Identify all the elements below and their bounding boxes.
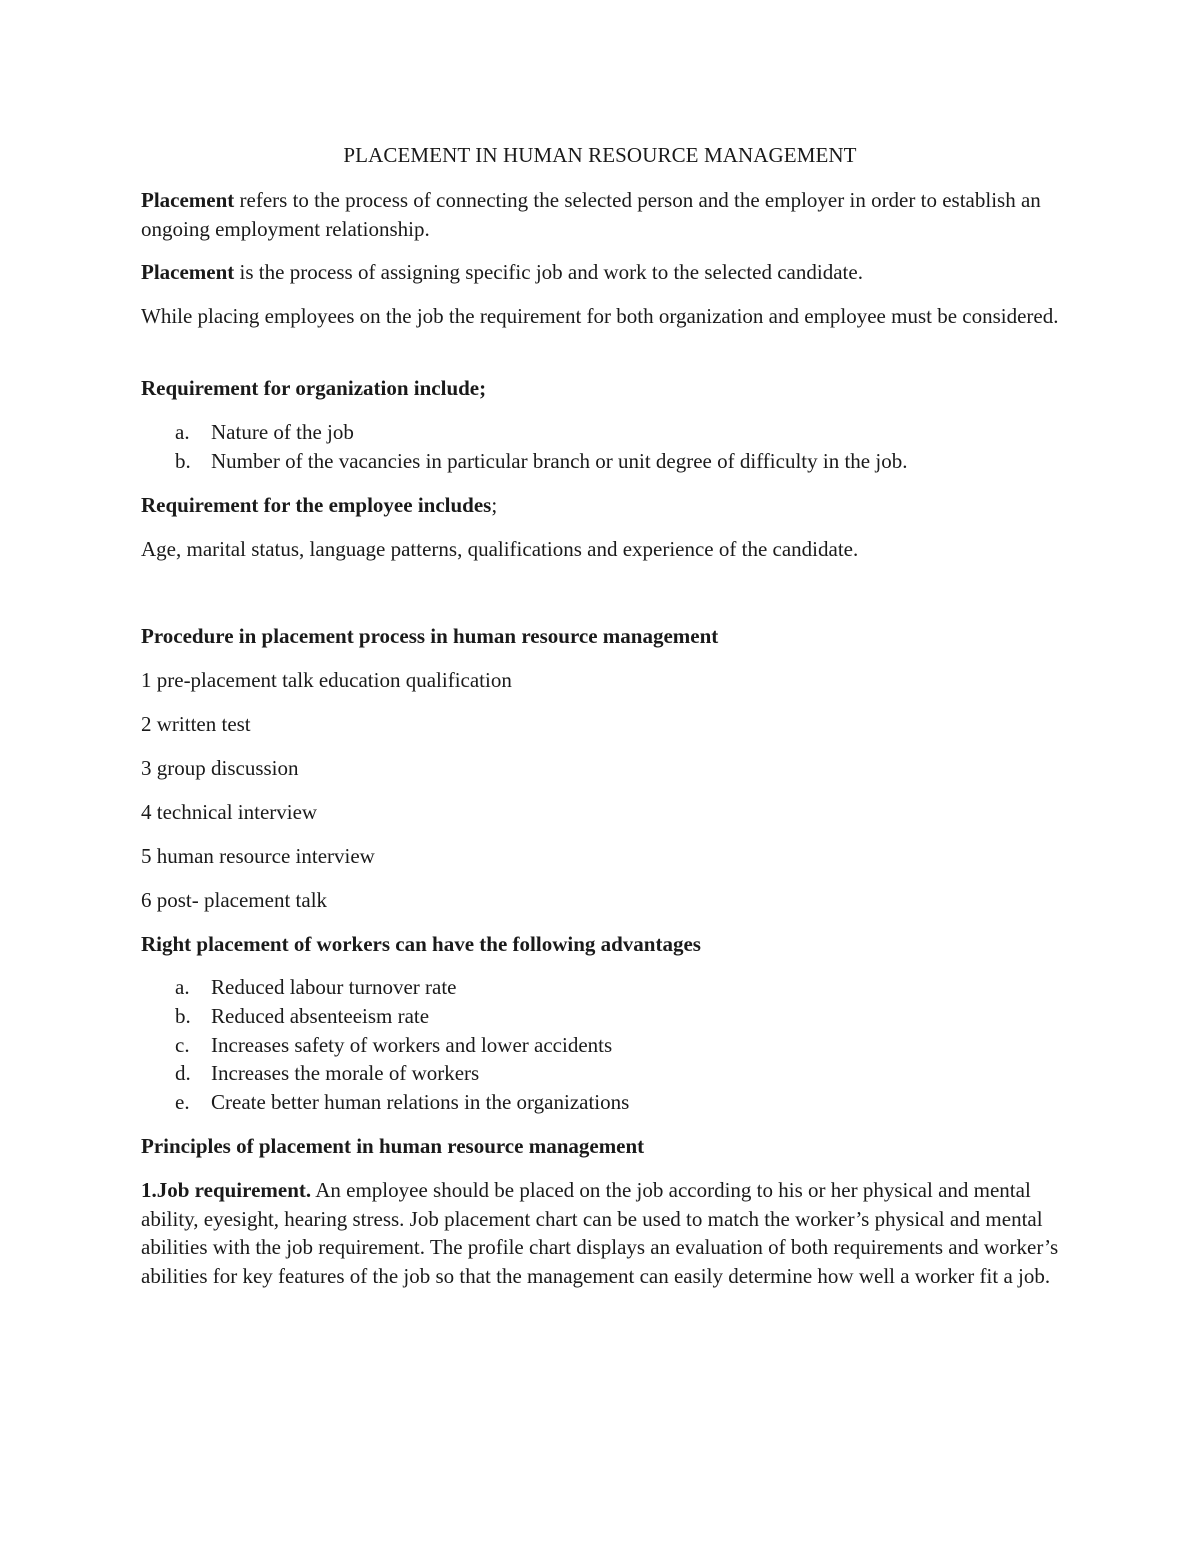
advantages-heading: Right placement of workers can have the following advantages bbox=[141, 932, 701, 956]
list-marker: b. bbox=[175, 448, 191, 473]
principle-text: An employee should be placed on the job according to his or her physical and mental ability, eyesight, hearing stress. Job placement chart can be used to match the worker’s physical and mental abilities with the job requirement. The profile chart displays an evaluation of both requirements and worker’s abilities for key features of the job so that the management can easily determine how well a worker fit a job. bbox=[141, 1178, 1059, 1288]
list-item bbox=[141, 418, 1066, 447]
list-marker: a. bbox=[175, 420, 190, 444]
list-item bbox=[141, 1088, 1066, 1117]
intro-paragraph-3: While placing employees on the job the requirement for both organization and employee must be considered. bbox=[141, 304, 1059, 328]
intro-paragraph-1-text: refers to the process of connecting the selected person and the employer in order to establish an ongoing employment relationship. bbox=[141, 188, 1041, 241]
procedure-step: 6 post- placement talk bbox=[141, 888, 328, 912]
intro-paragraph-2 bbox=[141, 258, 1066, 287]
list-item bbox=[141, 447, 1066, 476]
list-item-text: Increases the morale of workers bbox=[211, 1061, 480, 1086]
list-item-text: Create better human relations in the organizations bbox=[211, 1090, 630, 1115]
employee-requirements-heading bbox=[141, 491, 1066, 520]
procedure-step: 5 human resource interview bbox=[141, 844, 375, 868]
list-marker: e. bbox=[175, 1090, 190, 1115]
employee-requirements-text: Age, marital status, language patterns, qualifications and experience of the candidate. bbox=[141, 537, 859, 561]
procedure-step: 4 technical interview bbox=[141, 800, 318, 824]
list-item-text: Nature of the job bbox=[211, 420, 354, 444]
list-item bbox=[141, 1031, 1066, 1060]
procedure-step: 2 written test bbox=[141, 712, 251, 736]
list-item-text: Increases safety of workers and lower accidents bbox=[211, 1032, 613, 1057]
procedure-step: 3 group discussion bbox=[141, 756, 299, 780]
list-marker: b. bbox=[175, 1003, 191, 1028]
advantages-list bbox=[141, 973, 1066, 1117]
list-item-text: Reduced absenteeism rate bbox=[211, 1003, 430, 1028]
list-marker: c. bbox=[175, 1032, 190, 1057]
term-placement: Placement bbox=[141, 260, 235, 284]
intro-paragraph-1 bbox=[141, 186, 1066, 243]
procedure-step: 1 pre-placement talk education qualification bbox=[141, 668, 512, 692]
org-requirements-heading: Requirement for organization include; bbox=[141, 376, 487, 400]
intro-paragraph-2-text: is the process of assigning specific job and work to the selected candidate. bbox=[234, 260, 863, 284]
principle-job-requirement bbox=[141, 1176, 1066, 1290]
list-item-text: Number of the vacancies in particular branch or unit degree of difficulty in the job. bbox=[211, 448, 908, 473]
list-item bbox=[141, 973, 1066, 1002]
org-requirements-list bbox=[141, 418, 1066, 476]
list-item-text: Reduced labour turnover rate bbox=[211, 975, 457, 999]
list-marker: a. bbox=[175, 975, 190, 999]
procedure-heading: Procedure in placement process in human resource management bbox=[141, 624, 719, 648]
term-placement: Placement bbox=[141, 188, 235, 212]
employee-requirements-heading-text: Requirement for the employee includes bbox=[141, 493, 492, 517]
heading-punctuation: ; bbox=[491, 493, 498, 517]
list-marker: d. bbox=[175, 1061, 191, 1086]
principle-label: 1.Job requirement. bbox=[141, 1178, 312, 1202]
list-item bbox=[141, 1002, 1066, 1031]
document-title: PLACEMENT IN HUMAN RESOURCE MANAGEMENT bbox=[343, 143, 857, 167]
list-item bbox=[141, 1059, 1066, 1088]
principles-heading: Principles of placement in human resource management bbox=[141, 1134, 645, 1158]
